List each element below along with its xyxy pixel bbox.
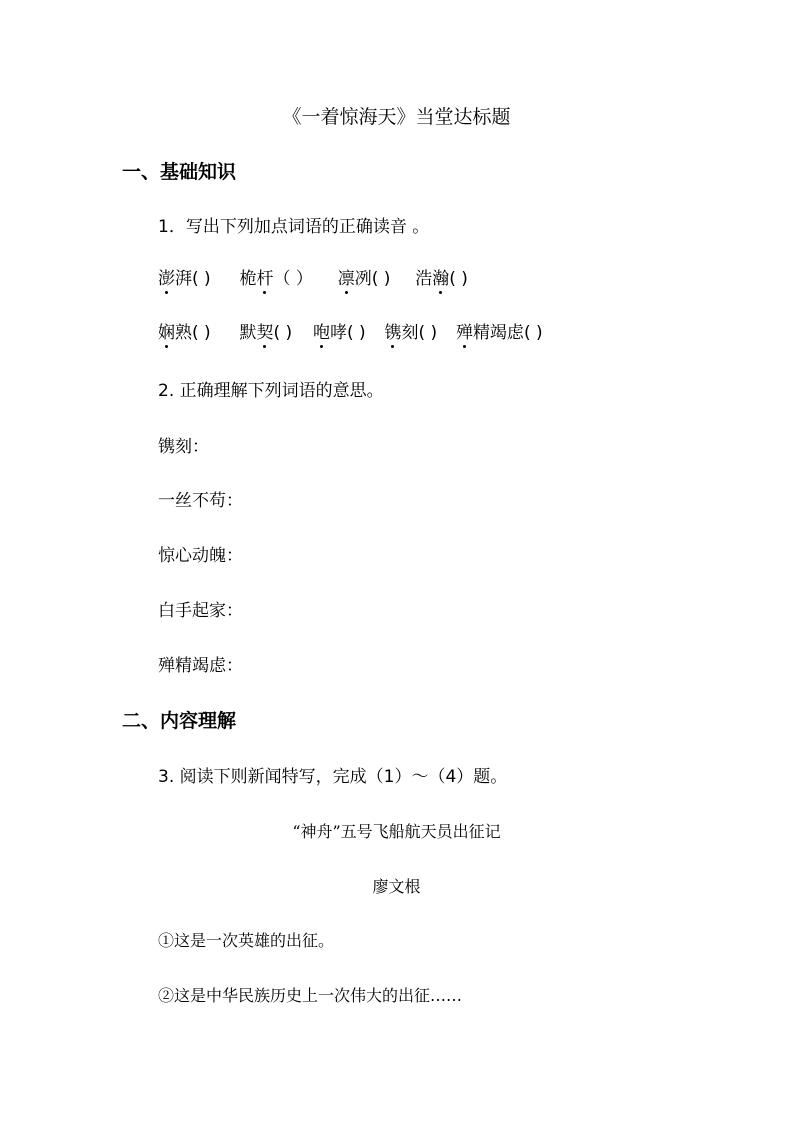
article-paragraph-1: ①这是一次英雄的出征。 — [158, 931, 335, 950]
term-label: 一丝不苟： — [158, 491, 243, 511]
article-title: “神舟”五号飞船航天员出征记 — [292, 822, 501, 841]
word-item: 殚精竭虑( ) — [455, 323, 543, 343]
answer-blank[interactable]: ( ) — [192, 269, 211, 289]
question-1: 1．写出下列加点词语的正确读音 。 — [158, 217, 430, 237]
answer-blank[interactable]: ( ) — [273, 323, 293, 343]
term-label: 惊心动魄： — [158, 546, 243, 566]
question-2: 2. 正确理解下列词语的意思。 — [158, 381, 384, 401]
word-item: 凛冽( ) — [337, 269, 391, 289]
answer-blank[interactable]: ( ) — [371, 269, 391, 289]
term-label: 殚精竭虑： — [158, 656, 243, 676]
answer-blank[interactable]: ( ) — [523, 323, 543, 343]
answer-blank[interactable]: ( ) — [346, 323, 366, 343]
term-label: 镌刻： — [158, 437, 209, 457]
question-3: 3. 阅读下则新闻特写，完成（1）～（4）题。 — [158, 767, 508, 787]
word-item: 澎湃( ) — [158, 269, 211, 289]
answer-blank[interactable]: ( ) — [418, 323, 438, 343]
word-item: 桅杆（ ） — [239, 269, 313, 289]
word-item: 镌刻( ) — [384, 323, 438, 343]
word-item: 默契( ) — [239, 323, 293, 343]
term-label: 白手起家： — [158, 601, 243, 621]
section-heading-basics: 一、基础知识 — [122, 161, 237, 183]
answer-blank[interactable]: （ ） — [273, 269, 313, 289]
word-item: 浩瀚( ) — [415, 269, 468, 289]
article-paragraph-2: ②这是中华民族历史上一次伟大的出征…… — [158, 986, 463, 1005]
pinyin-row-2 — [158, 322, 543, 344]
section-heading-comprehension: 二、内容理解 — [122, 710, 237, 732]
article-author: 廖文根 — [372, 877, 421, 896]
answer-blank[interactable]: ( ) — [192, 323, 211, 343]
answer-blank[interactable]: ( ) — [449, 269, 468, 289]
pinyin-row-1 — [158, 268, 468, 290]
page-title: 《一着惊海天》当堂达标题 — [282, 106, 511, 128]
word-item: 娴熟( ) — [158, 323, 211, 343]
word-item: 咆哮( ) — [312, 323, 366, 343]
